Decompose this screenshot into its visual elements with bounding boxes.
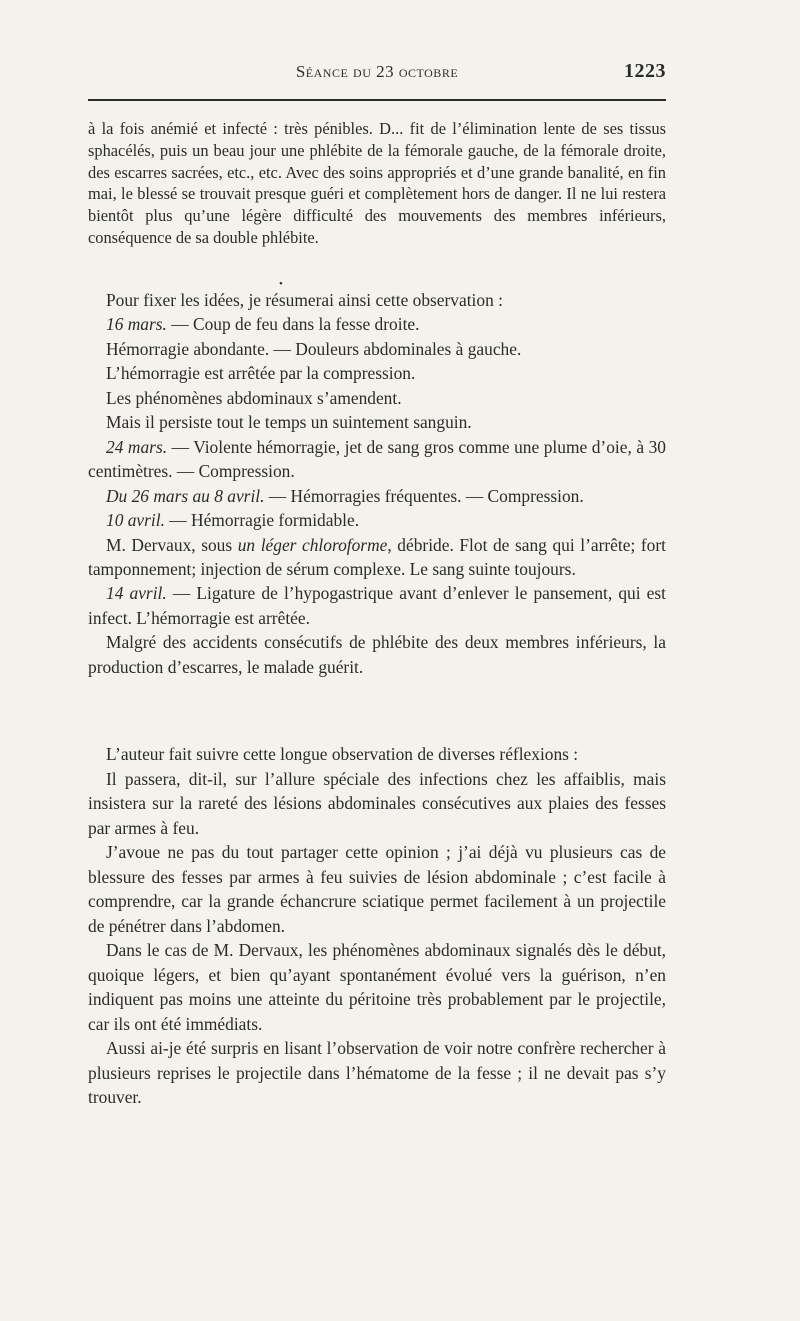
- observation-entry: [88, 435, 666, 484]
- discussion-paragraph: Aussi ai-je été surpris en lisant l’observation de voir notre confrère rechercher à plusieurs reprises le projectile dans l’hématome de la fesse ; il ne devait pas s’y trouver.: [88, 1038, 666, 1107]
- entry-date: 10 avril.: [106, 510, 165, 531]
- continued-paragraph: à la fois anémié et infecté : très pénibles. D... fit de l’élimination lente de ses tissus sphacélés, puis un beau jour une phlébite de la fémorale gauche, de la fémorale droite, des escarres sacrées, etc., etc. Avec des soins appropriés et d’une grande banalité, en fin mai, le blessé se trouvait presque guéri et complètement hors de danger. Il ne lui restera bientôt plus qu’une légère difficulté des mouvements des membres inférieurs, conséquence de sa double phlébite.: [88, 119, 666, 247]
- running-head: [88, 60, 666, 86]
- running-title: Séance du 23 octobre: [295, 62, 459, 81]
- observation-entry: [88, 484, 666, 508]
- discussion-paragraph: Il passera, dit-il, sur l’allure spéciale des infections chez les affaiblis, mais insistera sur la rareté des lésions abdominales consécutives aux plaies des fesses par armes à feu.: [88, 768, 666, 838]
- line-text: M. Dervaux, sous: [106, 534, 238, 555]
- observation-line: L’hémorragie est arrêtée par la compression.: [106, 363, 416, 384]
- observation-entry: [88, 312, 666, 336]
- header-rule: [88, 99, 666, 101]
- entry-text: — Hémorragie formidable.: [164, 510, 360, 531]
- italic-phrase: un léger chloroforme: [237, 534, 388, 555]
- discussion: [88, 742, 666, 1110]
- entry-text: — Hémorragies fréquentes. — Compression.: [264, 485, 584, 506]
- entry-date: 24 mars.: [106, 436, 168, 457]
- discussion-paragraph: J’avoue ne pas du tout partager cette opinion ; j’ai déjà vu plusieurs cas de blessure des fesses par armes à feu suivies de lésion abdominale ; c’est facile à comprendre, car la grande échancrure sciatique permet facilement à un projectile de pénétrer dans l’abdomen.: [88, 842, 666, 936]
- page-number: 1223: [624, 60, 666, 82]
- observation-summary: [88, 288, 666, 679]
- observation-intro: Pour fixer les idées, je résumerai ainsi cette observation :: [106, 290, 503, 310]
- entry-date: 14 avril.: [106, 583, 167, 604]
- discussion-paragraph: L’auteur fait suivre cette longue observation de diverses réflexions :: [106, 744, 579, 764]
- separator-mark: •: [279, 278, 283, 290]
- observation-entry: [88, 508, 666, 532]
- observation-line: Mais il persiste tout le temps un suintement sanguin.: [106, 412, 472, 433]
- entry-date: 16 mars.: [106, 314, 167, 335]
- discussion-paragraph: Dans le cas de M. Dervaux, les phénomènes abdominaux signalés dès le début, quoique légers, et bien qu’ayant spontanément évolué vers la guérison, n’en indiquent pas moins une atteinte du péritoine très probablement par le projectile, car ils ont été immédiats.: [88, 940, 666, 1034]
- observation-line: [88, 533, 666, 582]
- observation-line: Malgré des accidents consécutifs de phlébite des deux membres inférieurs, la production d’escarres, le malade guérit.: [88, 632, 666, 677]
- entry-text: — Violente hémorragie, jet de sang gros comme une plume d’oie, à 30 centimètres. — Compression.: [88, 436, 666, 482]
- line-text: , débride. Flot de sang qui l’arrête; fort tamponnement; injection de sérum complexe. Le sang suinte toujours.: [88, 534, 666, 579]
- observation-line: Les phénomènes abdominaux s’amendent.: [106, 387, 402, 408]
- entry-text: — Ligature de l’hypogastrique avant d’enlever le pansement, qui est infect. L’hémorragie est arrêtée.: [88, 583, 666, 628]
- entry-text: — Coup de feu dans la fesse droite.: [166, 314, 420, 335]
- observation-line: Hémorragie abondante. — Douleurs abdominales à gauche.: [106, 338, 522, 359]
- entry-date: Du 26 mars au 8 avril.: [106, 485, 265, 506]
- observation-entry: [88, 581, 666, 630]
